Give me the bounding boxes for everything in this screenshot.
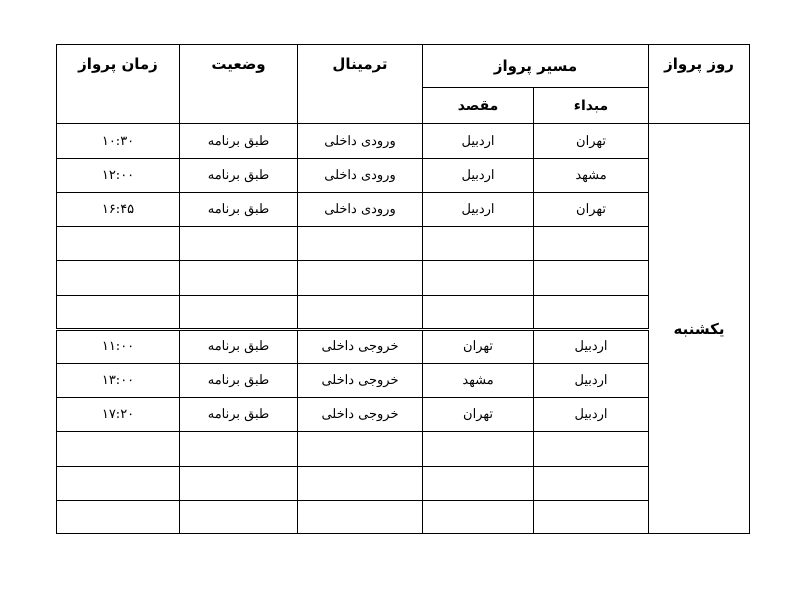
- table-row: [57, 466, 750, 500]
- table-row: [57, 398, 750, 432]
- terminal-cell: ورودی داخلی: [298, 158, 423, 192]
- destination-cell: [423, 295, 534, 329]
- status-cell: [180, 432, 298, 466]
- origin-cell: اردبیل: [534, 363, 649, 397]
- table-row: [57, 158, 750, 192]
- table-row: [57, 192, 750, 226]
- table-row: [57, 227, 750, 261]
- flight-schedule-table: [56, 44, 750, 534]
- status-cell: [180, 295, 298, 329]
- origin-cell: تهران: [534, 124, 649, 158]
- header-time: زمان پرواز: [57, 45, 180, 124]
- status-cell: [180, 261, 298, 295]
- status-cell: طبق برنامه: [180, 192, 298, 226]
- header-route: مسیر پرواز: [423, 45, 649, 88]
- terminal-cell: [298, 227, 423, 261]
- origin-cell: [534, 261, 649, 295]
- destination-cell: تهران: [423, 398, 534, 432]
- status-cell: طبق برنامه: [180, 398, 298, 432]
- status-cell: طبق برنامه: [180, 329, 298, 363]
- origin-cell: [534, 295, 649, 329]
- header-destination: مقصد: [423, 88, 534, 124]
- table-row: [57, 329, 750, 363]
- terminal-cell: خروجی داخلی: [298, 329, 423, 363]
- time-cell: [57, 261, 180, 295]
- destination-cell: مشهد: [423, 363, 534, 397]
- origin-cell: [534, 500, 649, 533]
- status-cell: طبق برنامه: [180, 124, 298, 158]
- status-cell: [180, 466, 298, 500]
- table-row: [57, 261, 750, 295]
- time-cell: [57, 500, 180, 533]
- time-cell: ۱۲:۰۰: [57, 158, 180, 192]
- table-row: [57, 432, 750, 466]
- terminal-cell: [298, 432, 423, 466]
- time-cell: [57, 432, 180, 466]
- table-row: [57, 500, 750, 533]
- origin-cell: [534, 432, 649, 466]
- terminal-cell: [298, 466, 423, 500]
- table-row: [57, 363, 750, 397]
- origin-cell: اردبیل: [534, 398, 649, 432]
- terminal-cell: خروجی داخلی: [298, 363, 423, 397]
- destination-cell: تهران: [423, 329, 534, 363]
- table-row: [57, 295, 750, 329]
- origin-cell: مشهد: [534, 158, 649, 192]
- status-cell: [180, 227, 298, 261]
- terminal-cell: ورودی داخلی: [298, 124, 423, 158]
- destination-cell: اردبیل: [423, 124, 534, 158]
- status-cell: [180, 500, 298, 533]
- destination-cell: [423, 261, 534, 295]
- time-cell: ۱۳:۰۰: [57, 363, 180, 397]
- terminal-cell: ورودی داخلی: [298, 192, 423, 226]
- terminal-cell: خروجی داخلی: [298, 398, 423, 432]
- terminal-cell: [298, 261, 423, 295]
- origin-cell: [534, 227, 649, 261]
- time-cell: [57, 295, 180, 329]
- terminal-cell: [298, 295, 423, 329]
- time-cell: ۱۶:۴۵: [57, 192, 180, 226]
- terminal-cell: [298, 500, 423, 533]
- header-terminal: ترمینال: [298, 45, 423, 124]
- time-cell: ۱۷:۲۰: [57, 398, 180, 432]
- destination-cell: [423, 432, 534, 466]
- time-cell: [57, 227, 180, 261]
- table-row: [57, 124, 750, 158]
- origin-cell: اردبیل: [534, 329, 649, 363]
- header-status: وضعیت: [180, 45, 298, 124]
- destination-cell: اردبیل: [423, 158, 534, 192]
- time-cell: ۱۰:۳۰: [57, 124, 180, 158]
- origin-cell: تهران: [534, 192, 649, 226]
- status-cell: طبق برنامه: [180, 363, 298, 397]
- header-day: روز پرواز: [649, 45, 750, 124]
- destination-cell: [423, 466, 534, 500]
- header-origin: مبداء: [534, 88, 649, 124]
- origin-cell: [534, 466, 649, 500]
- day-cell: یکشنبه: [649, 124, 750, 534]
- time-cell: ۱۱:۰۰: [57, 329, 180, 363]
- destination-cell: [423, 227, 534, 261]
- destination-cell: [423, 500, 534, 533]
- destination-cell: اردبیل: [423, 192, 534, 226]
- time-cell: [57, 466, 180, 500]
- status-cell: طبق برنامه: [180, 158, 298, 192]
